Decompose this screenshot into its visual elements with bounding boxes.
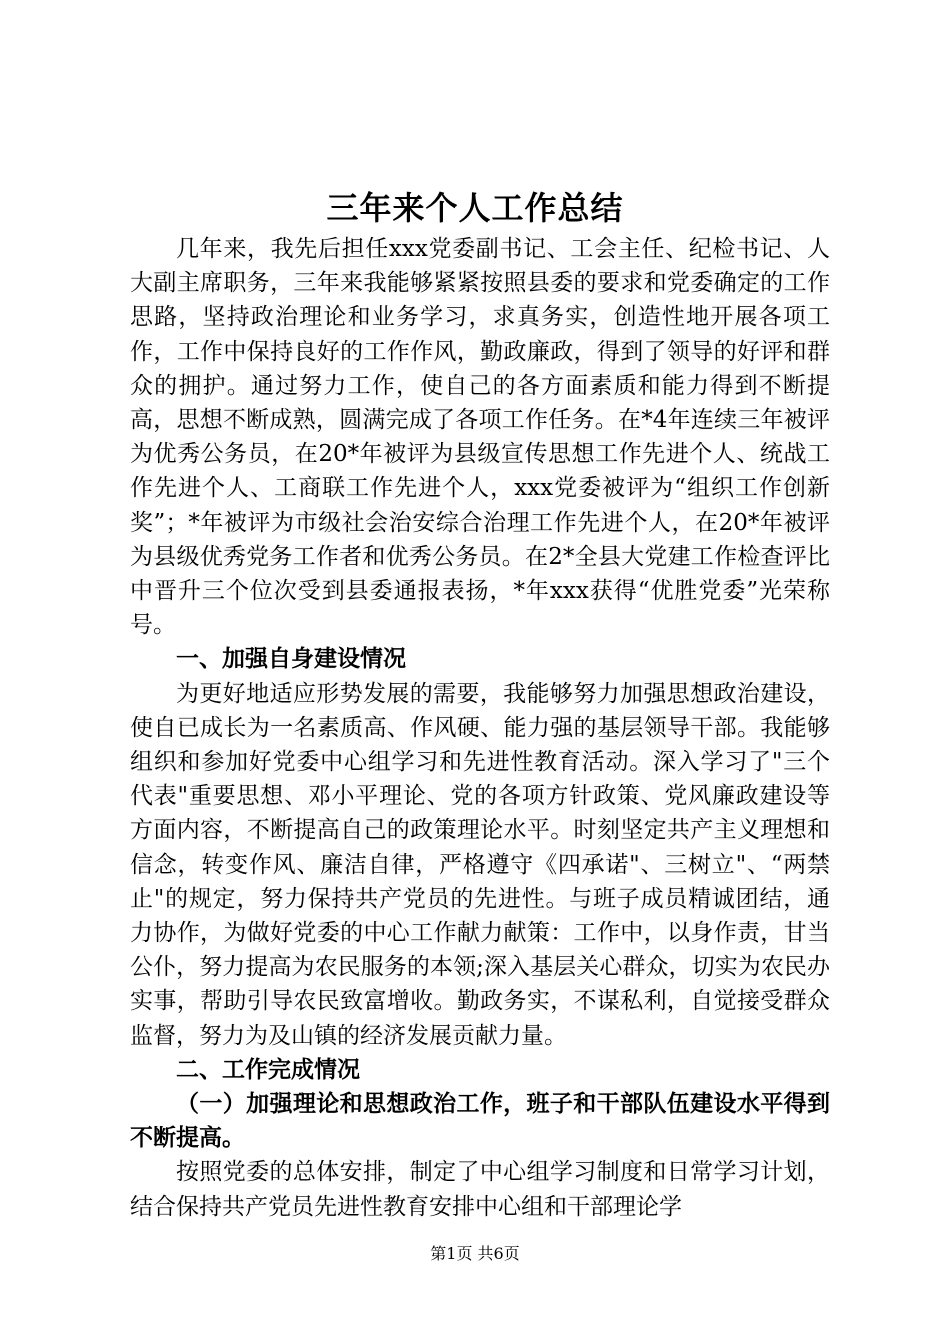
section-2-heading: 二、工作完成情况	[176, 1055, 360, 1083]
document-body	[130, 232, 830, 1224]
section-1-heading: 一、加强自身建设情况	[176, 645, 406, 673]
section-2-subheading-1: （一）加强理论和思想政治工作，班子和干部队伍建设水平得到不断提高。	[130, 1090, 830, 1152]
page-footer: 第1页 共6页	[430, 1244, 520, 1263]
section-1-paragraph: 为更好地适应形势发展的需要，我能够努力加强思想政治建设，使自已成长为一名素质高、作风硬、能力强的基层领导干部。我能够组织和参加好党委中心组学习和先进性教育活动。深入学习了"三个代表"重要思想、邓小平理论、党的各项方针政策、党风廉政建设等方面内容，不断提高自己的政策理论水平。时刻坚定共产主义理想和信念，转变作风、廉洁自律，严格遵守《四承诺"、三树立"、“两禁止"的规定，努力保持共产党员的先进性。与班子成员精诚团结，通力协作，为做好党委的中心工作献力献策：工作中，以身作责，甘当公仆，努力提高为农民服务的本领;深入基层关心群众，切实为农民办实事，帮助引导农民致富增收。勤政务实，不谋私利，自觉接受群众监督，努力为及山镇的经济发展贡献力量。	[130, 680, 830, 1049]
section-2-sub-1-paragraph: 按照党委的总体安排，制定了中心组学习制度和日常学习计划，结合保持共产党员先进性教育安排中心组和干部理论学	[130, 1159, 830, 1220]
document-title: 三年来个人工作总结	[326, 189, 624, 227]
intro-paragraph: 几年来，我先后担任xxx党委副书记、工会主任、纪检书记、人大副主席职务，三年来我能够紧紧按照县委的要求和党委确定的工作思路，坚持政治理论和业务学习，求真务实，创造性地开展各项工作，工作中保持良好的工作作风，勤政廉政，得到了领导的好评和群众的拥护。通过努力工作，使自己的各方面素质和能力得到不断提高，思想不断成熟，圆满完成了各项工作任务。在*4年连续三年被评为优秀公务员，在20*年被评为县级宣传思想工作先进个人、统战工作先进个人、工商联工作先进个人，xxx党委被评为“组织工作创新奖”；*年被评为市级社会治安综合治理工作先进个人，在20*年被评为县级优秀党务工作者和优秀公务员。在2*全县大党建工作检查评比中晋升三个位次受到县委通报表扬，*年xxx获得“优胜党委”光荣称号。	[130, 236, 830, 639]
